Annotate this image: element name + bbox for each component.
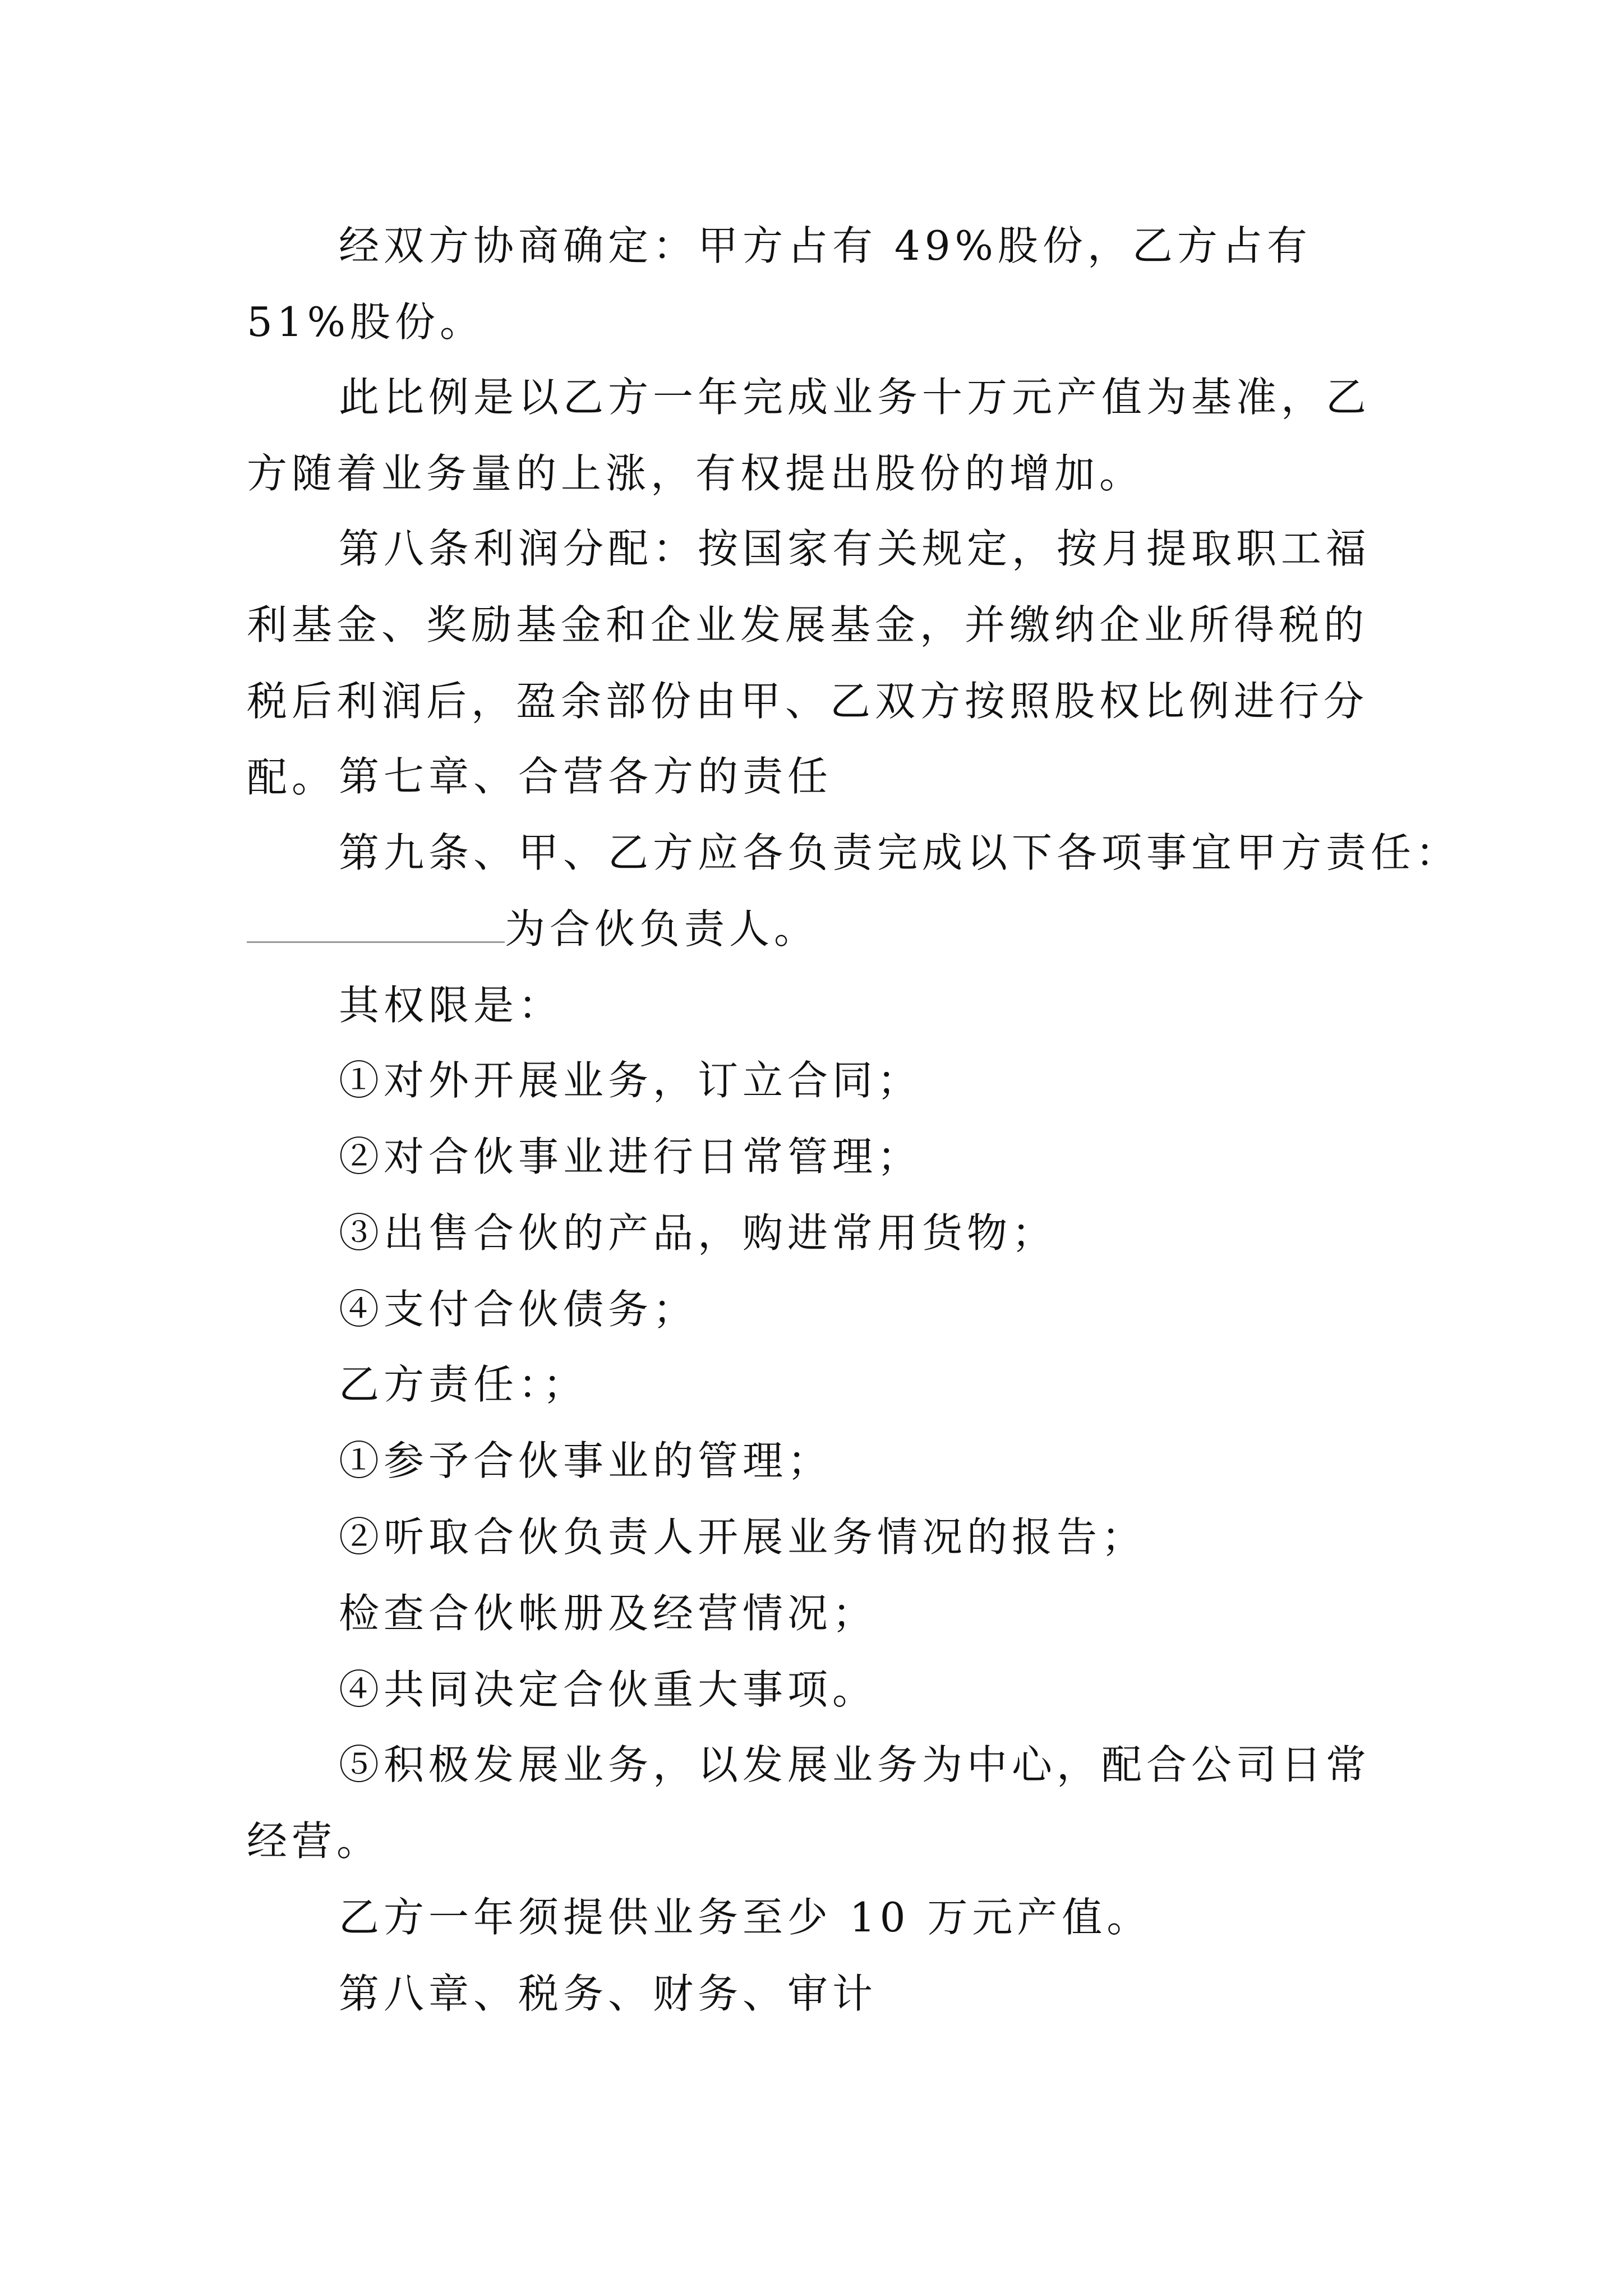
list-item-text: ②听取合伙负责人开展业务情况的报告；	[339, 1513, 1147, 1561]
list-item-text: ②对合伙事业进行日常管理；	[339, 1133, 923, 1180]
list-item-text: ①参予合伙事业的管理；	[339, 1437, 833, 1484]
paragraph-text: 此比例是以乙方一年完成业务十万元产值为基准，乙方随着业务量的上涨，有权提出股份的增加。	[247, 374, 1371, 497]
paragraph-text: 第九条、甲、乙方应各负责完成以下各项事宜甲方责任：	[339, 829, 1461, 876]
list-item-text: ④支付合伙债务；	[339, 1286, 698, 1333]
list-item-text: ③出售合伙的产品，购进常用货物；	[339, 1209, 1057, 1257]
heading-text: 第七章、合营各方的责任	[339, 753, 833, 800]
paragraph-text: 为合伙负责人。	[505, 905, 819, 953]
paragraph-text: 其权限是：	[339, 982, 564, 1029]
list-item-text: 检查合伙帐册及经营情况；	[339, 1590, 878, 1637]
list-item-text: ⑤积极发展业务，以发展业务为中心，配合公司日常经营。	[247, 1741, 1371, 1865]
paragraph-text: 乙方责任：；	[339, 1361, 588, 1408]
paragraph-text: 经双方协商确定：甲方占有 49%股份，乙方占有 51%股份。	[247, 222, 1312, 346]
list-item-text: ①对外开展业务，订立合同；	[339, 1057, 923, 1104]
heading-text: 第八章、税务、财务、审计	[339, 1970, 878, 2017]
paragraph-text: 第八条利润分配：按国家有关规定，按月提取职工福利基金、奖励基金和企业发展基金，并缴纳企业所得税的税后利润后，盈余部份由甲、乙双方按照股权比例进行分配。	[247, 525, 1371, 801]
paragraph-text: 乙方一年须提供业务至少 10 万元产值。	[339, 1894, 1152, 1941]
list-item-text: ④共同决定合伙重大事项。	[339, 1666, 878, 1713]
blank-fill-line[interactable]	[247, 905, 505, 943]
